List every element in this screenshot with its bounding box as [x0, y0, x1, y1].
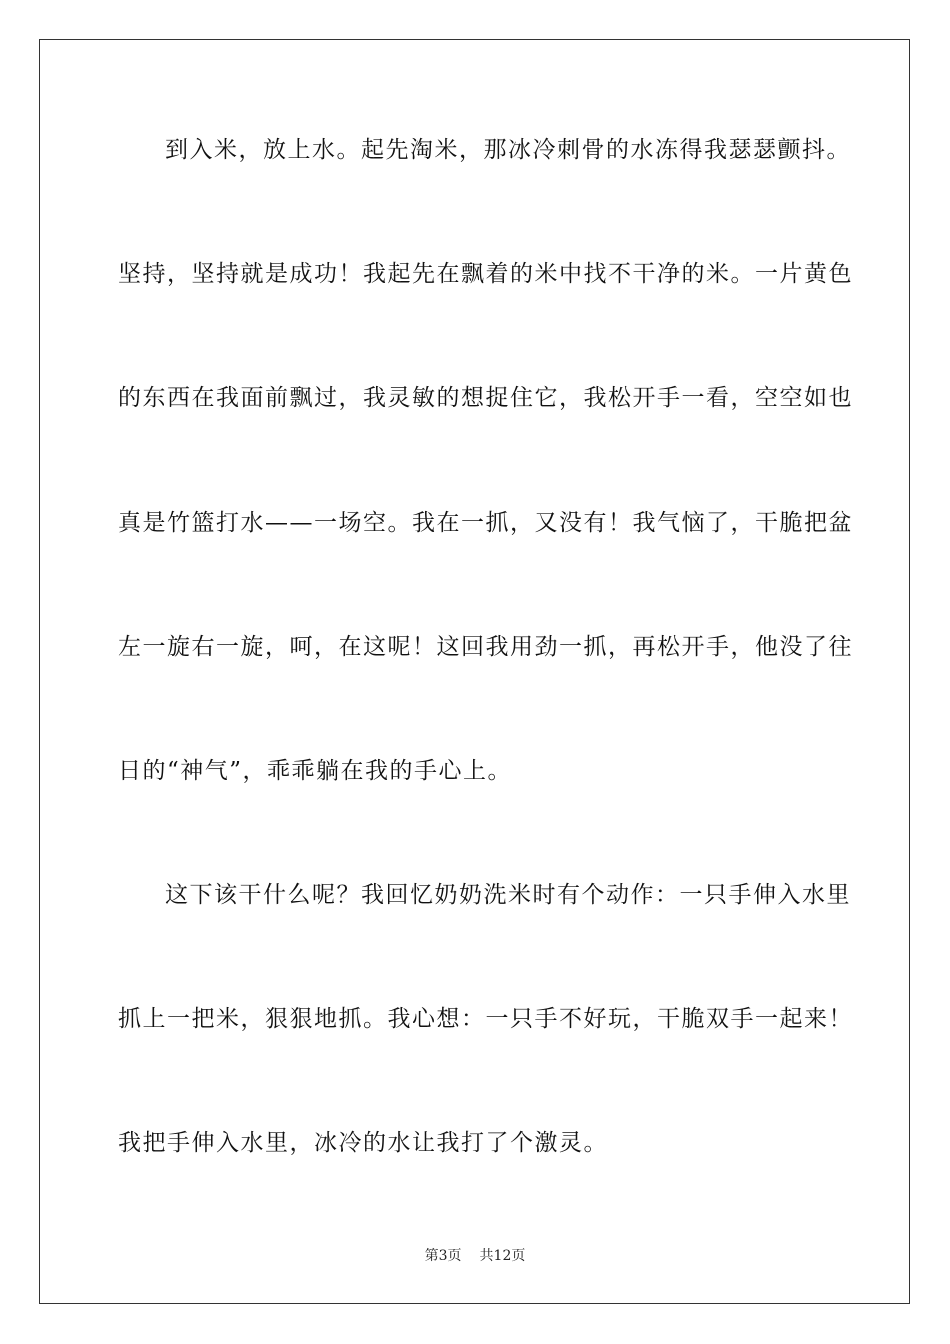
- page-footer: [0, 1246, 950, 1266]
- page-border: [39, 39, 910, 1304]
- page-number: 第3页: [424, 1248, 462, 1264]
- paragraph-line: 坚持，坚持就是成功！我起先在飘着的米中找不干净的米。一片黄色: [118, 261, 853, 287]
- paragraph-line: 我把手伸入水里，冰冷的水让我打了个激灵。: [118, 1130, 608, 1156]
- paragraph-line: 这下该干什么呢？我回忆奶奶洗米时有个动作：一只手伸入水里: [165, 882, 851, 908]
- paragraph-line: 左一旋右一旋，呵，在这呢！这回我用劲一抓，再松开手，他没了往: [118, 634, 853, 660]
- paragraph-line: 到入米，放上水。起先淘米，那冰冷刺骨的水冻得我瑟瑟颤抖。: [165, 137, 851, 163]
- paragraph-line: 抓上一把米，狠狠地抓。我心想：一只手不好玩，干脆双手一起来！: [118, 1006, 853, 1032]
- total-pages: 共12页: [479, 1248, 526, 1264]
- paragraph-line: 的东西在我面前飘过，我灵敏的想捉住它，我松开手一看，空空如也: [118, 385, 853, 411]
- paragraph-line: 日的“神气”，乖乖躺在我的手心上。: [118, 758, 513, 784]
- paragraph-line: 真是竹篮打水——一场空。我在一抓，又没有！我气恼了，干脆把盆: [118, 510, 853, 536]
